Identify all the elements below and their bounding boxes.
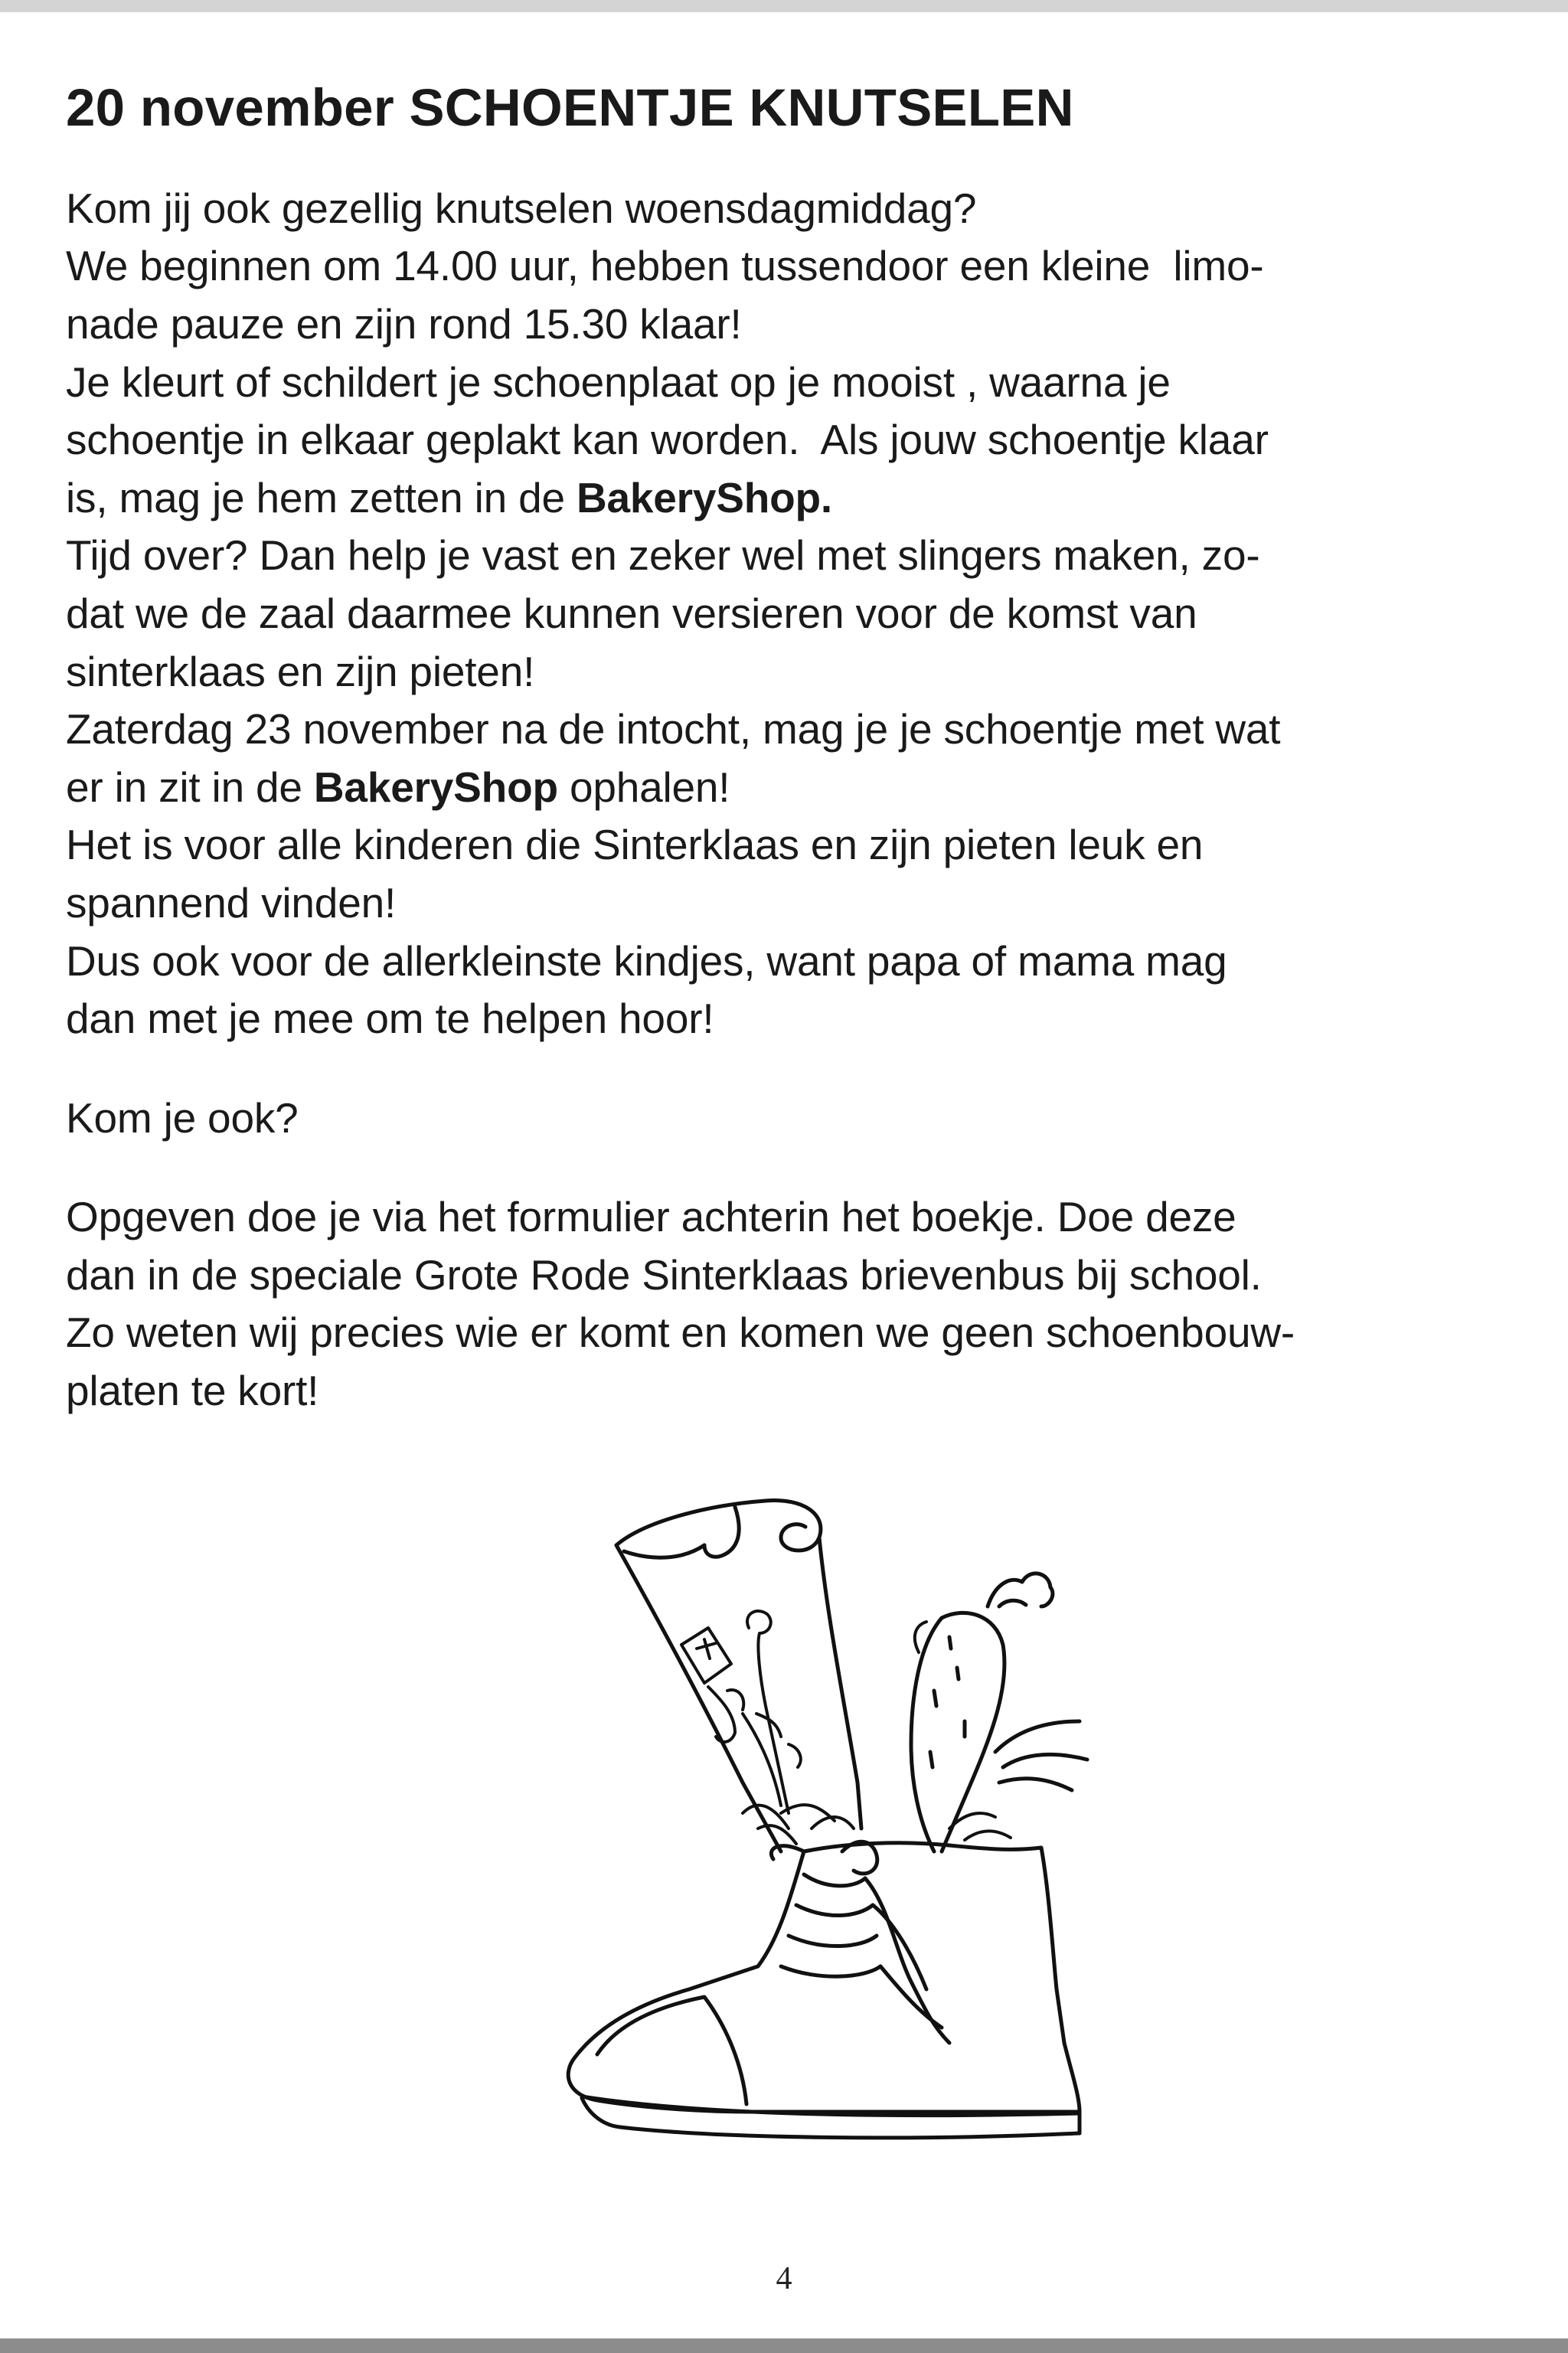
bakeryshop-name: BakeryShop. bbox=[576, 473, 832, 521]
body-line-text: er in zit in de bbox=[66, 763, 314, 811]
body-line: sinterklaas en zijn pieten! bbox=[66, 647, 535, 695]
body-line: Tijd over? Dan help je vast en zeker wel met slingers maken, zo- bbox=[66, 531, 1260, 580]
bottom-bar bbox=[0, 2338, 1568, 2353]
question-line: Kom je ook? bbox=[66, 1093, 299, 1142]
scroll-icon bbox=[616, 1501, 861, 1851]
body-line: Je kleurt of schildert je schoenplaat op je mooist , waarna je bbox=[66, 358, 1171, 406]
body-line: Het is voor alle kinderen die Sinterklaas en zijn pieten leuk en bbox=[66, 821, 1204, 869]
body-line-text: ophalen! bbox=[557, 763, 730, 811]
body-line: Zaterdag 23 november na de intocht, mag je je schoentje met wat bbox=[66, 705, 1281, 753]
body-line: We beginnen om 14.00 uur, hebben tussendoor een kleine limo- bbox=[66, 242, 1264, 290]
body-line: Opgeven doe je via het formulier achterin het boekje. Doe deze bbox=[66, 1193, 1236, 1241]
page-content bbox=[66, 77, 1544, 1420]
page-title: 20 november SCHOENTJE KNUTSELEN bbox=[66, 78, 1074, 137]
body-line: Zo weten wij precies wie er komt en komen we geen schoenbouw- bbox=[66, 1309, 1295, 1357]
body-line: Dus ook voor de allerkleinste kindjes, want papa of mama mag bbox=[66, 936, 1227, 985]
body-line: Kom jij ook gezellig knutselen woensdagmiddag? bbox=[66, 184, 977, 232]
body-line: nade pauze en zijn rond 15.30 klaar! bbox=[66, 299, 742, 348]
body-line: dat we de zaal daarmee kunnen versieren voor de komst van bbox=[66, 589, 1197, 637]
body-line-text: is, mag je hem zetten in de bbox=[66, 473, 577, 521]
straw-icon bbox=[743, 1622, 1011, 1844]
body-line bbox=[66, 469, 1544, 528]
body-line: platen te kort! bbox=[66, 1367, 319, 1415]
body-text bbox=[66, 180, 1544, 1420]
page-number: 4 bbox=[776, 2261, 792, 2296]
top-bar bbox=[0, 0, 1568, 12]
carrot-icon bbox=[911, 1574, 1087, 1851]
sinterklaas-shoe-illustration bbox=[551, 1492, 1164, 2150]
body-line: schoentje in elkaar geplakt kan worden. Als jouw schoentje klaar bbox=[66, 416, 1269, 464]
boot-icon bbox=[568, 1842, 1080, 2138]
body-line bbox=[66, 759, 1544, 817]
body-line: dan in de speciale Grote Rode Sinterklaas brievenbus bij school. bbox=[66, 1250, 1262, 1299]
body-line: dan met je mee om te helpen hoor! bbox=[66, 995, 714, 1043]
body-line: spannend vinden! bbox=[66, 878, 397, 926]
bakeryshop-name: BakeryShop bbox=[313, 763, 558, 811]
